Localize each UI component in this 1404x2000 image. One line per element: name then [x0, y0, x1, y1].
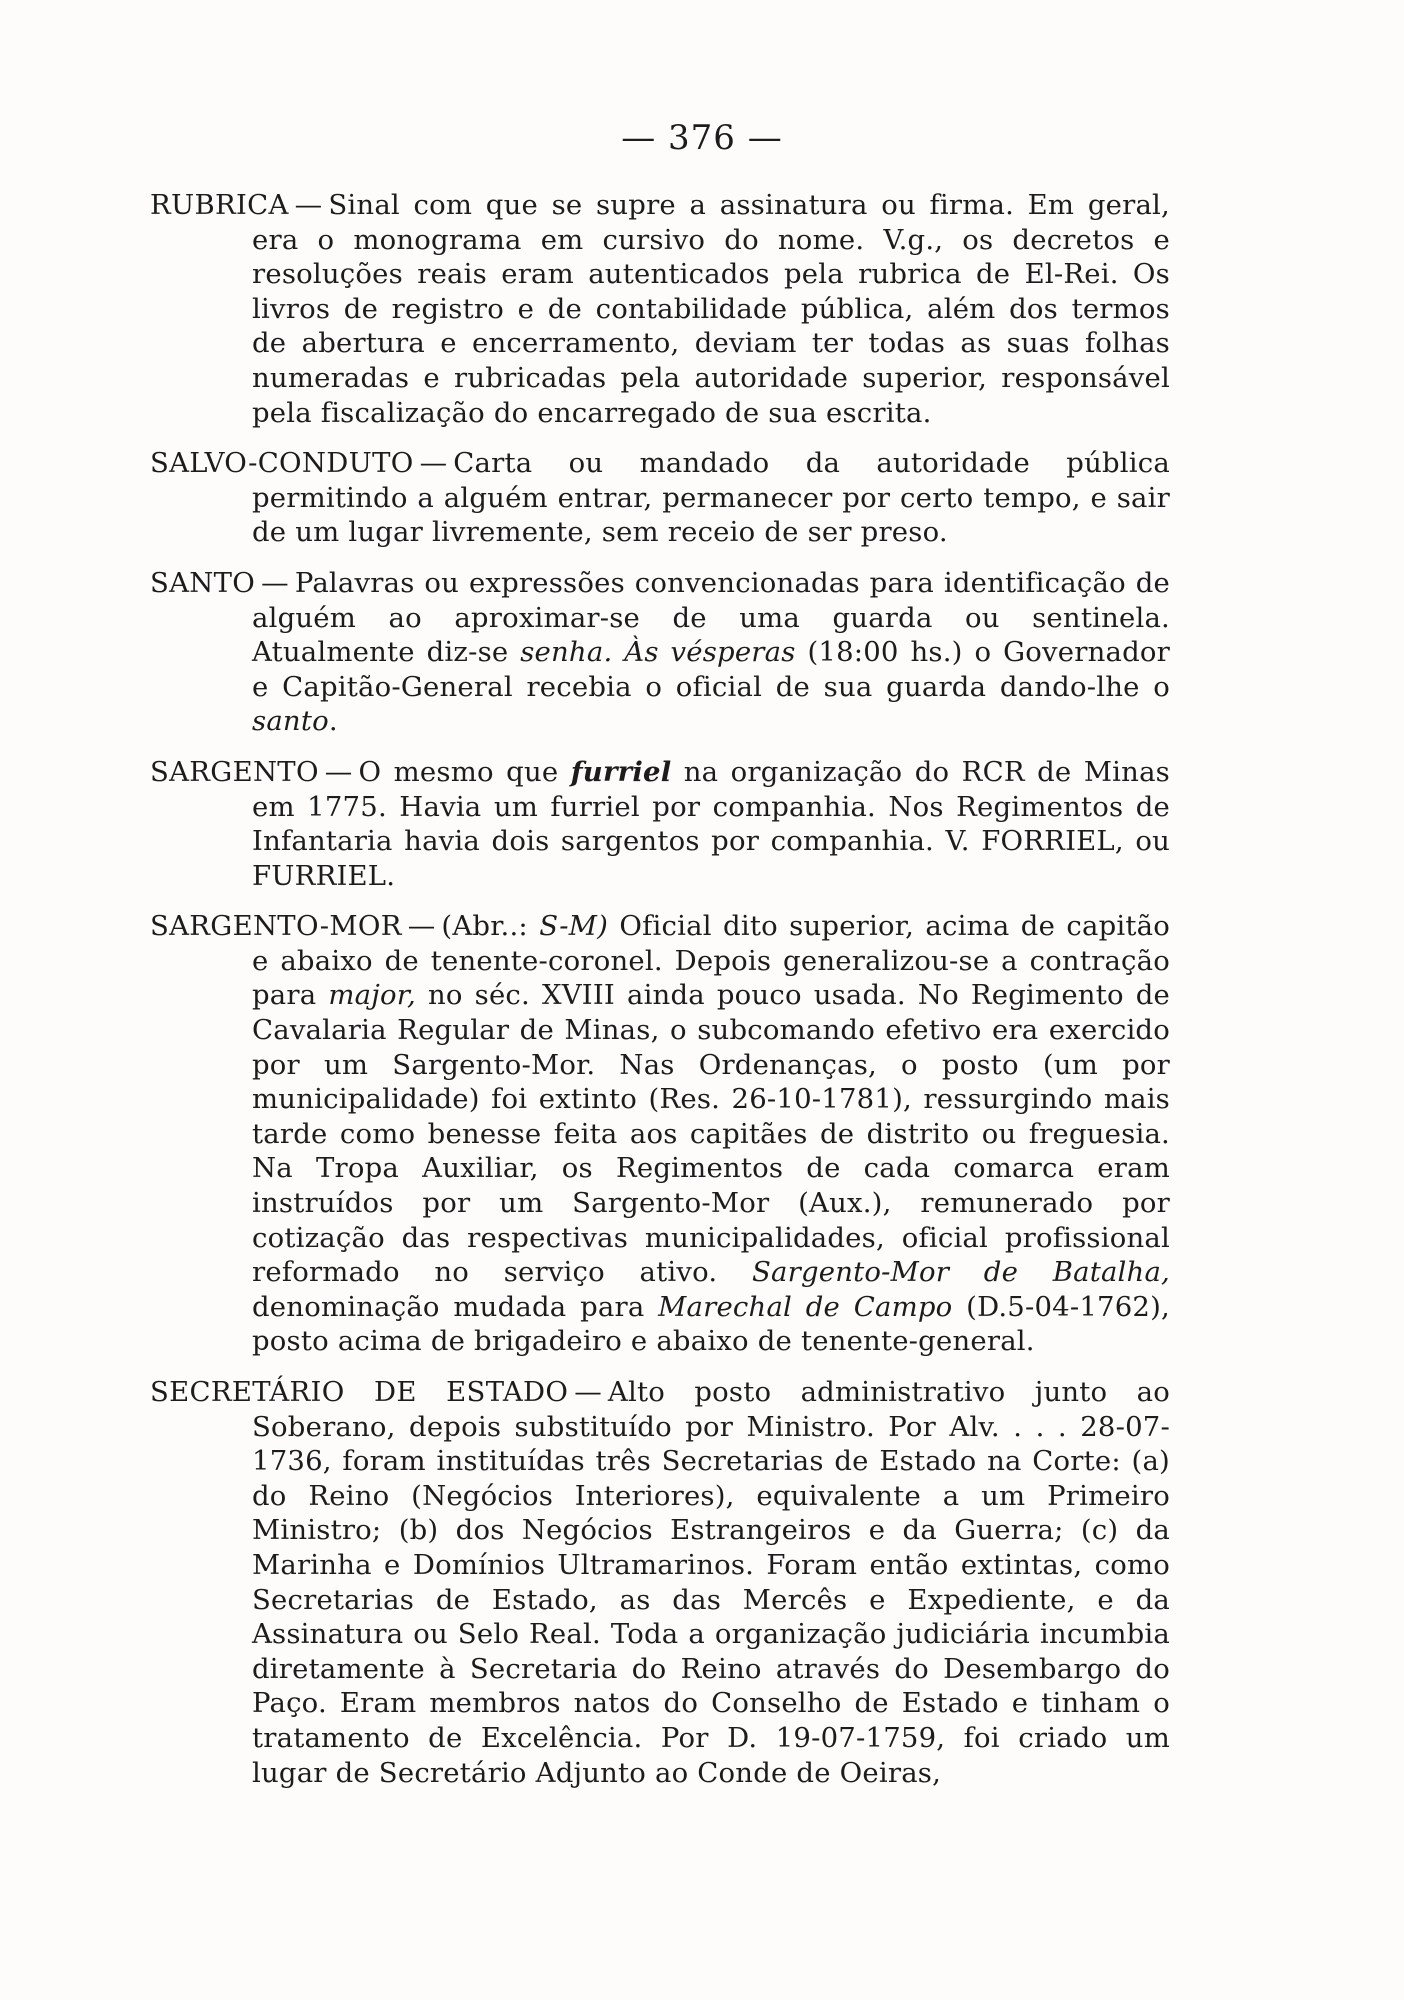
definition-text: Carta ou mandado da autoridade pública permitindo a alguém entrar, permanecer por certo tempo, e sair de um lugar livremente, sem receio de ser preso.: [252, 447, 1170, 549]
definition-text: (18:00 hs.) o Governador e Capitão-General recebia o oficial de sua guarda dando-lhe o: [252, 636, 1170, 703]
entry-term: SECRETÁRIO DE ESTADO: [150, 1376, 569, 1408]
entry-dash: —: [407, 910, 436, 943]
italic-term: S-M): [539, 910, 609, 943]
italic-term: Às vésperas: [624, 636, 796, 669]
entry-dash: —: [261, 566, 289, 599]
definition-text: Sinal com que se supre a assinatura ou firma. Em geral, era o monograma em cursivo do nome. V.g., os decretos e resoluções reais eram autenticados pela rubrica de El-Rei. Os livros de registro e de contabilidade pública, além dos termos de abertura e encerramento, deviam ter todas as suas folhas numeradas e rubricadas pela autoridade superior, responsável pela fiscalização do encarregado de sua escrita.: [252, 189, 1170, 429]
entry-term: SALVO-CONDUTO: [150, 447, 414, 480]
definition-text: Alto posto administrativo junto ao Soberano, depois substituído por Ministro. Por Alv. . . . 28-07-1736, foram instituídas três Secretarias de Estado na Corte: (a) do Reino (Negócios Interiores), equivalente a um Primeiro Ministro; (b) dos Negócios Estrangeiros e da Guerra; (c) da Marinha e Domínios Ultramarinos. Foram então extintas, como Secretarias de Estado, as das Mercês e Expediente, e da Assinatura ou Selo Real. Toda a organização judiciária incumbia diretamente à Secretaria do Reino através do Desembargo do Paço. Eram membros natos do Conselho de Estado e tinham o tratamento de Excelência. Por D. 19-07-1759, foi criado um lugar de Secretário Adjunto ao Conde de Oeiras,: [252, 1376, 1171, 1789]
glossary-entry: [150, 909, 1170, 1359]
glossary-entry: [150, 188, 1170, 430]
definition-text: denominação mudada para: [252, 1290, 659, 1323]
definition-text: no séc. XVIII ainda pouco usada. No Regimento de Cavalaria Regular de Minas, o subcomando efetivo era exercido por um Sargento-Mor. Nas Ordenanças, o posto (um por municipalidade) foi extinto (Res. 26-10-1781), ressurgindo mais tarde como benesse feita aos capitães de distrito ou freguesia. Na Tropa Auxiliar, os Regimentos de cada comarca eram instruídos por um Sargento-Mor (Aux.), remunerado por cotização das respectivas municipalidades, oficial profissional reformado no serviço ativo.: [252, 979, 1170, 1289]
italic-term: Sargento-Mor de Batalha,: [752, 1256, 1170, 1289]
entry-dash: —: [419, 447, 448, 480]
definition-text: [612, 636, 624, 668]
entry-term: SARGENTO: [150, 755, 319, 788]
italic-term: furriel: [570, 755, 672, 788]
glossary-entry: [150, 1375, 1170, 1790]
entry-term: RUBRICA: [150, 189, 289, 221]
glossary-body: [150, 188, 1170, 1806]
entry-term: SANTO: [150, 566, 256, 599]
glossary-entry: [150, 755, 1170, 893]
italic-term: senha.: [520, 636, 613, 669]
entry-dash: —: [324, 755, 353, 788]
entry-term: SARGENTO-MOR: [150, 910, 402, 943]
italic-term: santo: [252, 705, 329, 738]
definition-text: Oficial dito superior, acima de capitão e abaixo de tenente-coronel. Depois generalizou-se a contração para: [252, 910, 1170, 1012]
definition-text: O mesmo que: [358, 755, 571, 788]
definition-text: Palavras ou expressões convencionadas para identificação de alguém ao aproximar-se de uma guarda ou sentinela. Atualmente diz-se: [252, 566, 1170, 669]
entry-dash: —: [294, 189, 323, 221]
entry-dash: —: [574, 1376, 602, 1408]
italic-term: major,: [328, 979, 416, 1012]
definition-text: (D.5-04-1762), posto acima de brigadeiro e abaixo de tenente-general.: [252, 1290, 1171, 1358]
definition-text: (Abr..:: [441, 910, 540, 943]
definition-text: .: [328, 705, 338, 738]
italic-term: Marechal de Campo: [658, 1290, 953, 1323]
page-number: — 376 —: [621, 118, 783, 158]
definition-text: na organização do RCR de Minas em 1775. Havia um furriel por companhia. Nos Regimentos de Infantaria havia dois sargentos por companhia. V. FORRIEL, ou FURRIEL.: [252, 755, 1170, 892]
glossary-entry: [150, 446, 1170, 550]
glossary-entry: [150, 566, 1170, 739]
